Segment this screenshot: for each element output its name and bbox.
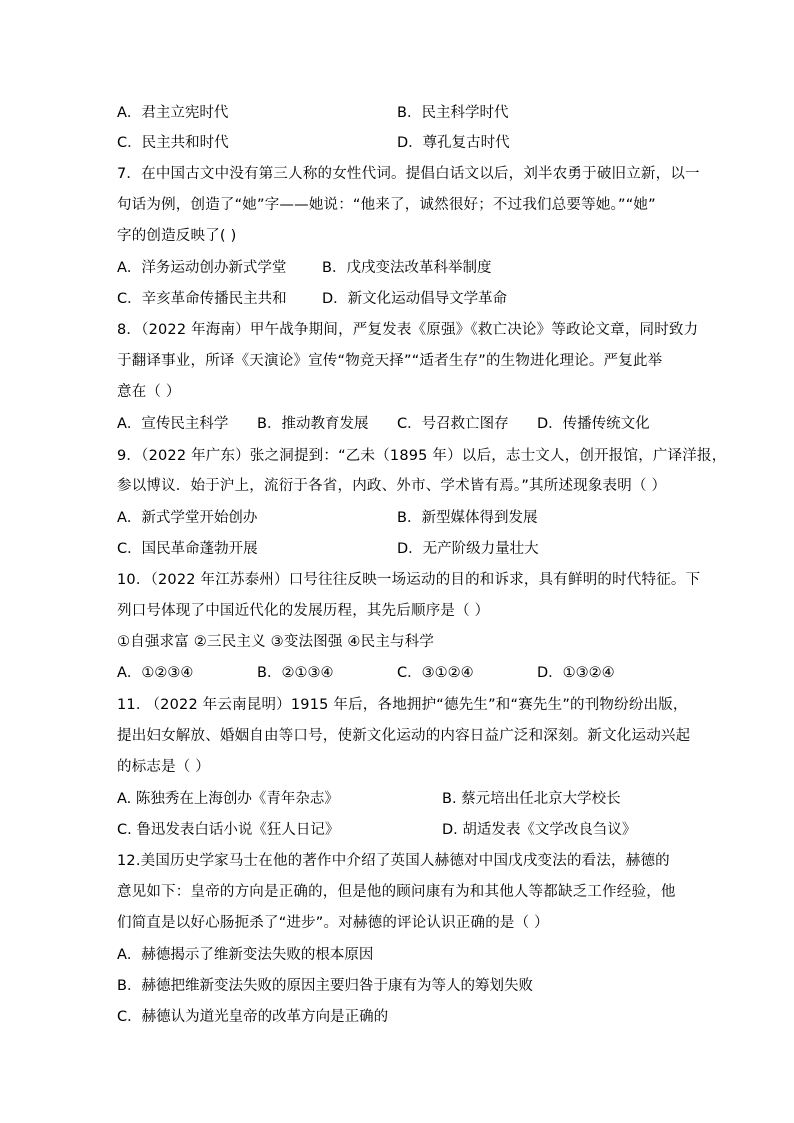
q9-stem-line-1: 9．（2022 年广东）张之洞提到：“乙未（1895 年）以后，志士文人，创开报馆，广译洋报， xyxy=(117,448,727,464)
q7-stem-line-1: 7．在中国古文中没有第三人称的女性代词。提倡白话文以后，刘半农勇于破旧立新，以一 xyxy=(117,166,700,182)
q6-option-c: C．民主共和时代 xyxy=(117,135,229,151)
q7-option-d: D．新文化运动倡导文学革命 xyxy=(322,291,508,307)
q8-option-a: A．宣传民主科学 xyxy=(117,416,229,432)
q6-option-d: D．尊孔复古时代 xyxy=(397,135,510,151)
q9-option-b: B．新型媒体得到发展 xyxy=(397,510,538,526)
q8-option-c: C．号召救亡图存 xyxy=(397,416,509,432)
q11-stem-line-2: 提出妇女解放、婚姻自由等口号，使新文化运动的内容日益广泛和深刻。新文化运动兴起 xyxy=(117,728,691,744)
q7-option-b: B．戊戌变法改革科举制度 xyxy=(322,260,492,276)
q8-option-b: B．推动教育发展 xyxy=(257,416,369,432)
q11-stem-line-3: 的标志是（ ） xyxy=(117,759,211,775)
q7-option-a: A．洋务运动创办新式学堂 xyxy=(117,260,287,276)
q10-stem-line-1: 10．（2022 年江苏泰州）口号往往反映一场运动的目的和诉求，具有鲜明的时代特征。下 xyxy=(117,572,701,588)
q8-stem-line-1: 8．（2022 年海南）甲午战争期间，严复发表《原强》《救亡决论》等政论文章，同时致力 xyxy=(117,322,699,338)
q10-option-a: A．①②③④ xyxy=(117,665,194,681)
q11-option-d: D. 胡适发表《文学改良刍议》 xyxy=(442,822,637,838)
q12-stem-line-2: 意见如下：皇帝的方向是正确的，但是他的顾问康有为和其他人等都缺乏工作经验，他 xyxy=(117,884,676,900)
q10-stem-line-2: 列口号体现了中国近代化的发展历程，其先后顺序是（ ） xyxy=(117,603,490,619)
q12-option-c: C．赫德认为道光皇帝的改革方向是正确的 xyxy=(117,1009,389,1025)
q6-option-a: A．君主立宪时代 xyxy=(117,105,229,121)
q10-slogan-list: ①自强求富 ②三民主义 ③变法图强 ④民主与科学 xyxy=(117,634,435,650)
q9-option-d: D．无产阶级力量壮大 xyxy=(397,541,539,557)
q12-option-b: B．赫德把维新变法失败的原因主要归咎于康有为等人的筹划失败 xyxy=(117,978,533,994)
q6-option-b: B．民主科学时代 xyxy=(397,105,509,121)
q8-stem-line-3: 意在（ ） xyxy=(117,384,181,400)
q12-option-a: A．赫德揭示了维新变法失败的根本原因 xyxy=(117,947,374,963)
q8-option-d: D．传播传统文化 xyxy=(537,416,650,432)
q9-option-c: C．国民革命蓬勃开展 xyxy=(117,541,258,557)
q12-stem-line-3: 们简直是以好心肠扼杀了“进步”。对赫德的评论认识正确的是（ ） xyxy=(117,915,549,931)
q9-stem-line-2: 参以博议．始于沪上，流衍于各省，内政、外市、学术皆有焉。”其所述现象表明（ ） xyxy=(117,478,667,494)
q11-option-a: A. 陈独秀在上海创办《青年杂志》 xyxy=(117,791,339,807)
q11-stem-line-1: 11. （2022 年云南昆明）1915 年后，各地拥护“德先生”和“赛先生”的刊物纷纷出版， xyxy=(117,697,688,713)
q7-stem-line-3: 字的创造反映了( ) xyxy=(117,228,237,244)
q11-option-b: B. 蔡元培出任北京大学校长 xyxy=(442,791,621,807)
q7-option-c: C．辛亥革命传播民主共和 xyxy=(117,291,287,307)
q8-stem-line-2: 于翻译事业，所译《天演论》宣传“物竞天择”“适者生存”的生物进化理论。严复此举 xyxy=(117,353,663,369)
q9-option-a: A．新式学堂开始创办 xyxy=(117,510,258,526)
q7-stem-line-2: 句话为例，创造了“她”字——她说：“他来了，诚然很好；不过我们总要等她。”“她” xyxy=(117,197,656,213)
q12-stem-line-1: 12.美国历史学家马士在他的著作中介绍了英国人赫德对中国戊戌变法的看法，赫德的 xyxy=(117,853,670,869)
q10-option-c: C．③①②④ xyxy=(397,665,474,681)
q11-option-c: C. 鲁迅发表白话小说《狂人日记》 xyxy=(117,822,340,838)
q10-option-d: D．①③②④ xyxy=(537,665,615,681)
q10-option-b: B．②①③④ xyxy=(257,665,334,681)
